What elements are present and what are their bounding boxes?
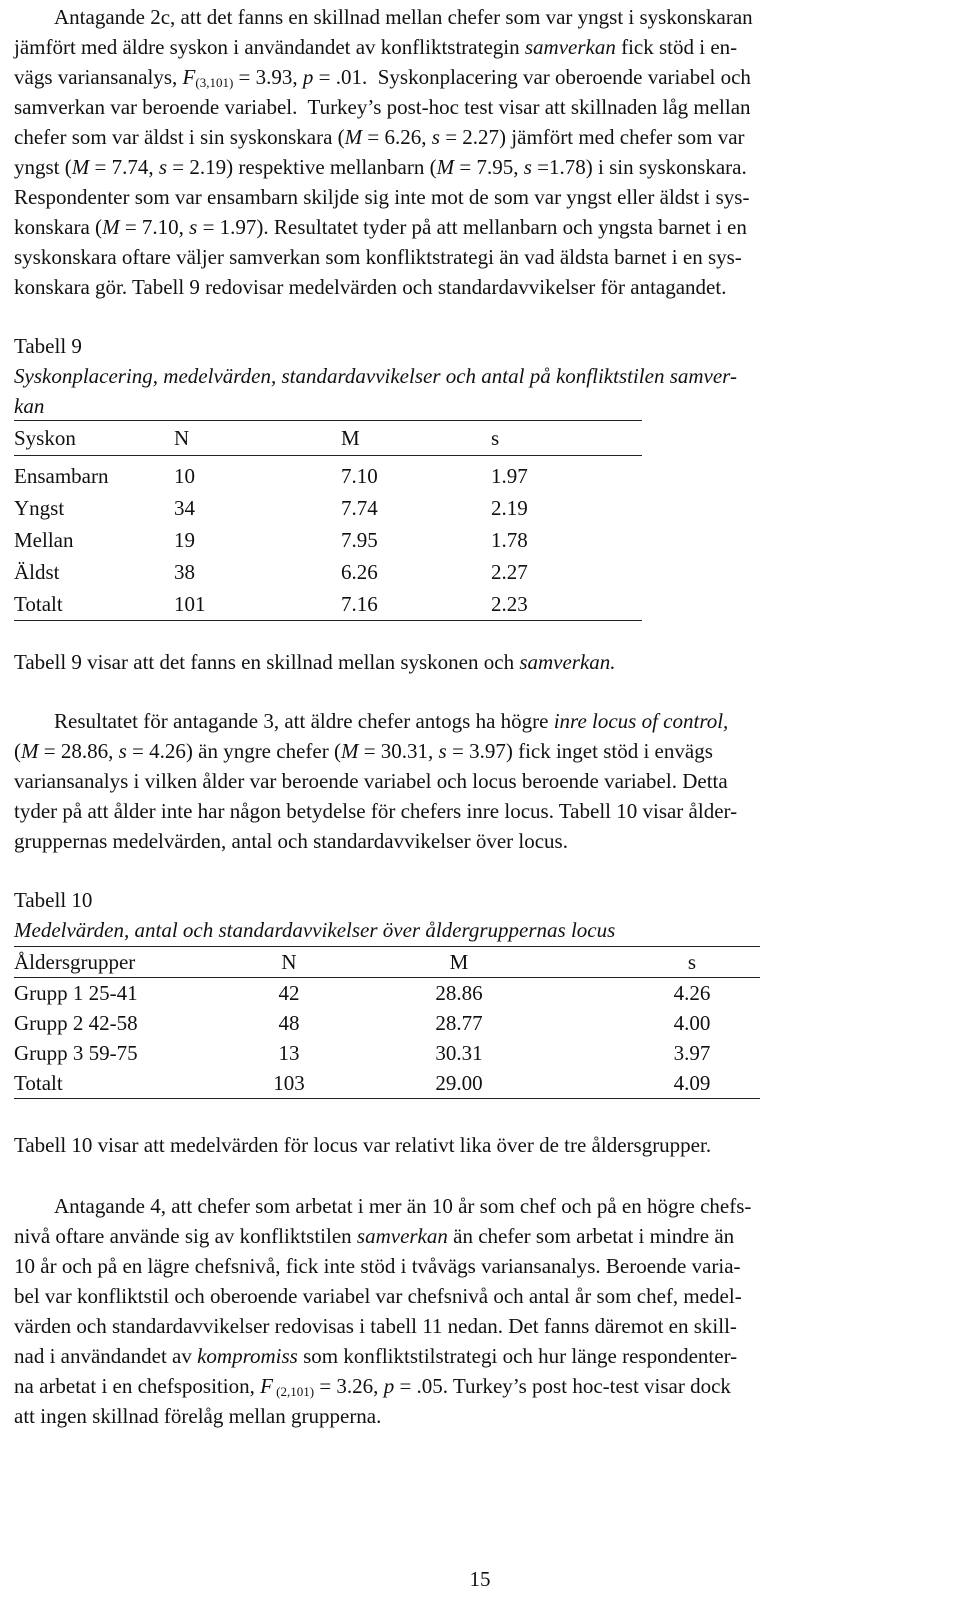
table-cell: Äldst [14, 559, 60, 584]
table-row [14, 524, 642, 556]
table-cell: 48 [278, 1010, 300, 1035]
table-cell: Yngst [14, 495, 65, 520]
text-line: yngst (M = 7.74, s = 2.19) respektive mellanbarn (M = 7.95, s =1.78) i sin syskonskara. [14, 155, 747, 179]
column-header: M [334, 947, 584, 978]
table-cell: 19 [174, 527, 195, 552]
text-line: Antagande 4, att chefer som arbetat i mer än 10 år som chef och på en högre chefs- [54, 1194, 752, 1218]
text-line: Resultatet för antagande 3, att äldre chefer antogs ha högre inre locus of control, [54, 709, 729, 733]
table-cell: 6.26 [341, 559, 378, 584]
table-cell: 42 [278, 980, 300, 1005]
text-line: värden och standardavvikelser redovisas i tabell 11 nedan. Det fanns däremot en skill- [14, 1314, 737, 1338]
table-cell: 34 [174, 495, 195, 520]
text-line: na arbetat i en chefsposition, F $_{(2,101)}$ = 3.26, p = .05. Turkey’s post hoc-test visar dock [14, 1374, 731, 1399]
text-line: chefer som var äldst i sin syskonskara (M = 6.26, s = 2.27) jämfört med chefer som var [14, 125, 745, 149]
table-cell: Grupp 2 42-58 [14, 1010, 138, 1035]
table-cell: 38 [174, 559, 195, 584]
table-row [14, 978, 760, 1009]
table-cell: 10 [174, 463, 195, 488]
table-10 [14, 946, 760, 1099]
table-cell: Grupp 1 25-41 [14, 980, 138, 1005]
table-cell: 28.77 [435, 1010, 483, 1035]
table-cell: 4.09 [584, 1068, 760, 1099]
table-cell: Totalt [14, 1068, 244, 1099]
column-header: N [174, 421, 341, 456]
table-cell: 30.31 [435, 1040, 483, 1065]
table-header-row [14, 947, 760, 978]
table-row [14, 456, 642, 493]
table-9 [14, 420, 642, 621]
paragraph-antagande-2c [14, 2, 944, 302]
text-line: konskara gör. Tabell 9 redovisar medelvärden och standardavvikelser för antagandet. [14, 275, 727, 299]
table-header-row [14, 421, 642, 456]
text-line: variansanalys i vilken ålder var beroende variabel och locus beroende variabel. Detta [14, 769, 728, 793]
column-header: Åldersgrupper [14, 947, 244, 978]
table-10-title: Medelvärden, antal och standardavvikelser över åldergruppernas locus [14, 918, 616, 942]
text-line: syskonskara oftare väljer samverkan som konfliktstrategi än vad äldsta barnet i en sys- [14, 245, 742, 269]
text-line: nivå oftare använde sig av konfliktstilen samverkan än chefer som arbetat i mindre än [14, 1224, 735, 1248]
text-line: vägs variansanalys, $F_{(3,101)} = 3.93$, p = .01. Syskonplacering var oberoende variabel och [14, 65, 751, 90]
text-line: 10 år och på en lägre chefsnivå, fick inte stöd i tvåvägs variansanalys. Beroende varia- [14, 1254, 741, 1278]
text-line: jämfört med äldre syskon i användandet av konfliktstrategin samverkan fick stöd i en- [14, 35, 738, 59]
table-cell: 7.16 [341, 588, 491, 621]
table-row [14, 1068, 760, 1099]
table-cell: 2.19 [491, 495, 528, 520]
table-cell: 1.97 [491, 463, 528, 488]
table-row [14, 556, 642, 588]
table-cell: Totalt [14, 588, 174, 621]
text-line: nad i användandet av kompromiss som konfliktstilstrategi och hur länge respondenter- [14, 1344, 738, 1368]
table-row [14, 1008, 760, 1038]
text-line: gruppernas medelvärden, antal och standardavvikelser över locus. [14, 829, 568, 853]
paragraph-table-10-summary [14, 1130, 944, 1160]
column-header: s [584, 947, 760, 978]
table-cell: 13 [278, 1040, 300, 1065]
paragraph-table-9-summary [14, 647, 944, 677]
table-cell: 103 [244, 1068, 334, 1099]
text-line: samverkan var beroende variabel. Turkey’s post-hoc test visar att skillnaden låg mellan [14, 95, 751, 119]
paragraph-antagande-4 [14, 1191, 944, 1431]
text-line: Antagande 2c, att det fanns en skillnad mellan chefer som var yngst i syskonskaran [54, 5, 753, 29]
table-row [14, 1038, 760, 1068]
text-line: Respondenter som var ensambarn skiljde sig inte mot de som var yngst eller äldst i sys- [14, 185, 750, 209]
column-header: N [244, 947, 334, 978]
column-header: Syskon [14, 421, 174, 456]
column-header: M [341, 421, 491, 456]
table-cell: 3.97 [673, 1040, 711, 1065]
table-cell: 7.10 [341, 463, 378, 488]
text-line: att ingen skillnad förelåg mellan grupperna. [14, 1404, 382, 1428]
table-cell: 7.74 [341, 495, 378, 520]
paragraph-antagande-3 [14, 706, 944, 856]
table-row [14, 588, 642, 621]
text-line: Tabell 9 visar att det fanns en skillnad mellan syskonen och samverkan. [14, 650, 616, 674]
text-line: Tabell 10 visar att medelvärden för locus var relativt lika över de tre åldersgrupper. [14, 1133, 712, 1157]
page-number: 15 [469, 1567, 491, 1591]
table-10-label: Tabell 10 [14, 888, 93, 912]
table-9-label: Tabell 9 [14, 334, 82, 358]
table-cell: 4.00 [673, 1010, 711, 1035]
table-cell: 2.27 [491, 559, 528, 584]
table-cell: 1.78 [491, 527, 528, 552]
table-9-title: Syskonplacering, medelvärden, standardavvikelser och antal på konfliktstilen samver- kan [14, 364, 737, 418]
table-row [14, 492, 642, 524]
column-header: s [491, 421, 642, 456]
text-line: tyder på att ålder inte har någon betydelse för chefers inre locus. Tabell 10 visar ålder- [14, 799, 738, 823]
table-cell: Ensambarn [14, 463, 109, 488]
table-cell: 101 [174, 588, 341, 621]
text-line: konskara (M = 7.10, s = 1.97). Resultatet tyder på att mellanbarn och yngsta barnet i en [14, 215, 747, 239]
table-cell: 2.23 [491, 588, 642, 621]
text-line: bel var konfliktstil och oberoende variabel var chefsnivå och antal år som chef, medel- [14, 1284, 742, 1308]
table-cell: 29.00 [334, 1068, 584, 1099]
table-cell: Mellan [14, 527, 74, 552]
text-line: (M = 28.86, s = 4.26) än yngre chefer (M = 30.31, s = 3.97) fick inget stöd i envägs [14, 739, 713, 763]
table-cell: 4.26 [673, 980, 711, 1005]
table-cell: 28.86 [435, 980, 483, 1005]
table-cell: Grupp 3 59-75 [14, 1040, 138, 1065]
table-cell: 7.95 [341, 527, 378, 552]
